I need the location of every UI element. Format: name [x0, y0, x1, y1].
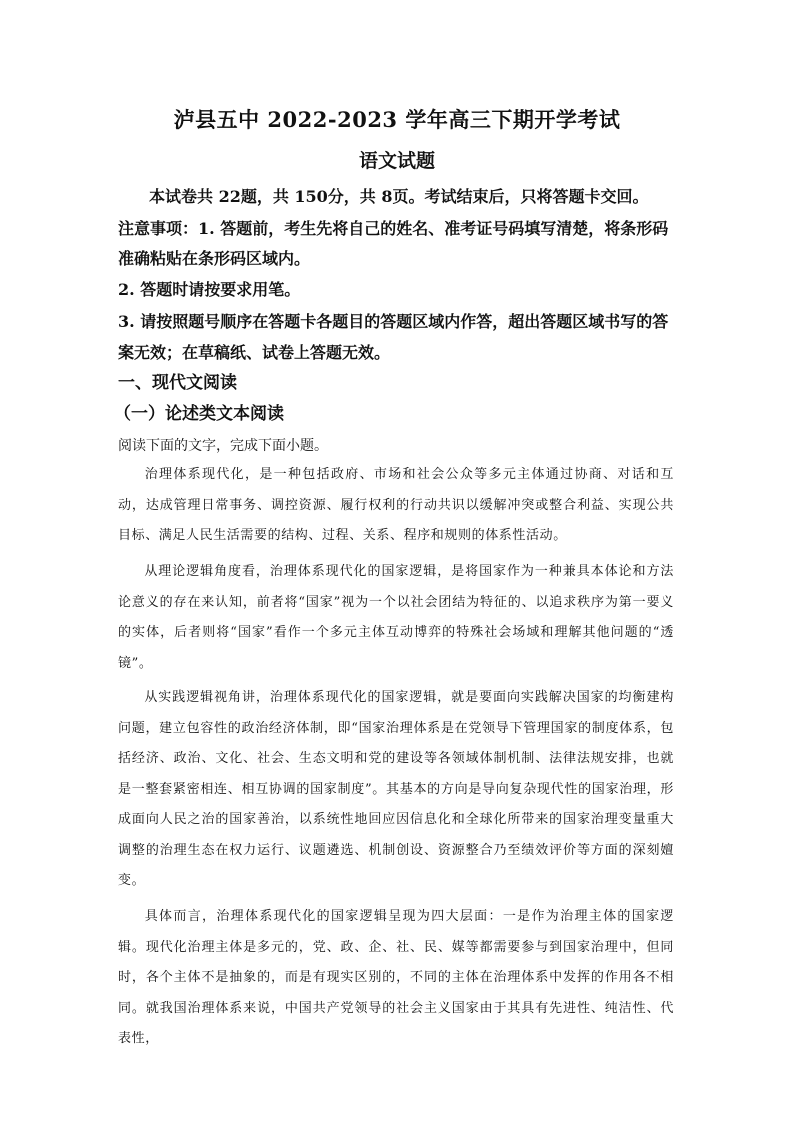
passage-text: 具体而言，治理体系现代化的国家逻辑呈现为四大层面：一是作为治理主体的国家逻辑。现代化治理主体是多元的，党、政、企、社、民、媒等都需要参与到国家治理中，但同时，各个主体不是抽象的，而是有现实区别的，不同的主体在治理体系中发挥的作用各不相同。就我国治理体系来说，中国共产党领导的社会主义国家由于其具有先进性、纯洁性、代表性， [118, 909, 674, 1046]
exam-title: 泸县五中 2022-2023 学年高三下期开学考试 [173, 107, 621, 132]
exam-intro: 本试卷共 22题，共 150分，共 8页。考试结束后，只将答题卡交回。 [149, 187, 649, 206]
passage-paragraph-1 [118, 460, 674, 552]
passage-text: 从实践逻辑视角讲，治理体系现代化的国家逻辑，就是要面向实践解决国家的均衡建构问题，建立包容性的政治经济体制，即“国家治理体系是在党领导下管理国家的制度体系，包括经济、政治、文化、社会、生态文明和党的建设等各领域体制机制、法律法规安排，也就是一整套紧密相连、相互协调的国家制度”。其基本的方向是导向复杂现代性的国家治理，形成面向人民之治的国家善治，以系统性地回应因信息化和全球化所带来的国家治理变量重大调整的治理生态在权力运行、议题遴选、机制创设、资源整合乃至绩效评价等方面的深刻嬗变。 [118, 690, 674, 888]
passage-text: 从理论逻辑角度看，治理体系现代化的国家逻辑，是将国家作为一种兼具本体论和方法论意义的存在来认知，前者将“国家”视为一个以社会团结为特征的、以追求秩序为第一要义的实体，后者则将“国家”看作一个多元主体互动博弈的特殊社会场域和理解其他问题的“透镜”。 [118, 564, 674, 671]
note-1-line-1: 注意事项：1. 答题前，考生先将自己的姓名、准考证号码填写清楚，将条形码 [118, 219, 669, 238]
exam-subtitle: 语文试题 [358, 150, 435, 172]
note-1-line-2: 准确粘贴在条形码区域内。 [118, 249, 311, 268]
subsection-heading: （一）论述类文本阅读 [114, 404, 284, 424]
passage-paragraph-3 [118, 683, 674, 897]
note-3-line-1: 3. 请按照题号顺序在答题卡各题目的答题区域内作答，超出答题区域书写的答 [118, 312, 669, 331]
note-2: 2. 答题时请按要求用笔。 [118, 280, 301, 299]
note-3-line-2: 案无效；在草稿纸、试卷上答题无效。 [118, 343, 391, 362]
passage-text: 治理体系现代化，是一种包括政府、市场和社会公众等多元主体通过协商、对话和互动，达成管理日常事务、调控资源、履行权利的行动共识以缓解冲突或整合利益、实现公共目标、满足人民生活需要的结构、过程、关系、程序和规则的体系性活动。 [118, 467, 674, 543]
passage-paragraph-4 [118, 902, 674, 1055]
passage-paragraph-2 [118, 557, 674, 679]
section-heading: 一、现代文阅读 [118, 373, 237, 393]
reading-prompt: 阅读下面的文字，完成下面小题。 [118, 438, 328, 454]
